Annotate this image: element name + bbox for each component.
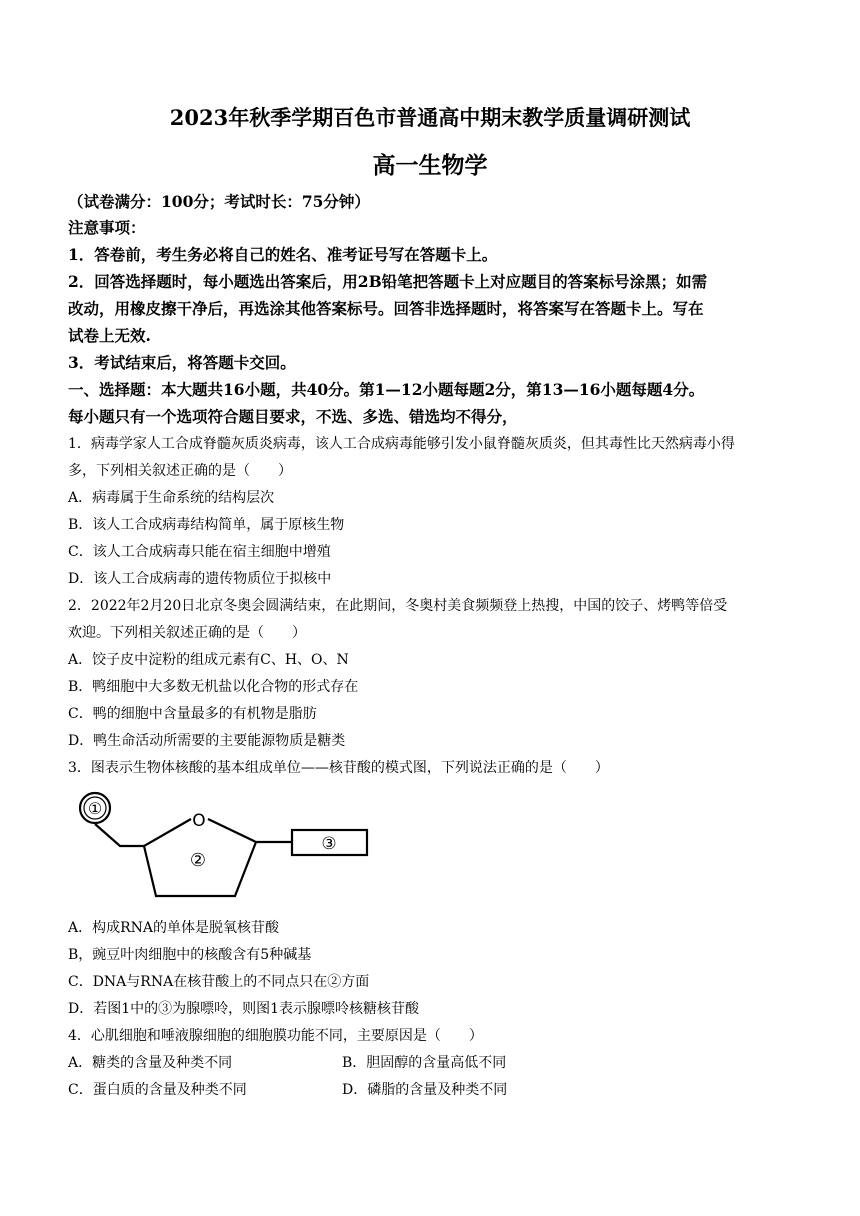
base-label: ③ [321, 834, 337, 854]
q2-option-b: B．鸭细胞中大多数无机盐以化合物的形式存在 [68, 679, 359, 695]
q2-option-c: C．鸭的细胞中含量最多的有机物是脂肪 [68, 706, 317, 722]
section-1-line-1: 一、选择题：本大题共16小题，共40分。第1—12小题每题2分，第13—16小题每题4分。 [68, 380, 705, 399]
note-1: 1．答卷前，考生务必将自己的姓名、准考证号写在答题卡上。 [68, 245, 498, 264]
phosphate-bond [95, 824, 144, 846]
exam-subject: 高一生物学 [372, 152, 488, 179]
q1-option-c: C．该人工合成病毒只能在宿主细胞中增殖 [68, 544, 331, 560]
q1-option-b: B．该人工合成病毒结构简单，属于原核生物 [68, 517, 345, 533]
pentose-label: ② [189, 850, 207, 871]
q3-option-d: D．若图1中的③为腺嘌呤，则图1表示腺嘌呤核糖核苷酸 [68, 1001, 420, 1017]
q3-option-c: C．DNA与RNA在核苷酸上的不同点只在②方面 [68, 974, 370, 990]
q2-option-d: D．鸭生命活动所需要的主要能源物质是糖类 [68, 733, 346, 749]
q2-stem-line-1: 2．2022年2月20日北京冬奥会圆满结束，在此期间，冬奥村美食频频登上热搜，中国的饺子、烤鸭等倍受 [68, 598, 728, 614]
q4-stem: 4．心肌细胞和唾液腺细胞的细胞膜功能不同，主要原因是（ ） [68, 1028, 483, 1044]
q1-stem-line-2: 多，下列相关叙述正确的是（ ） [68, 463, 292, 479]
q2-stem-line-2: 欢迎。下列相关叙述正确的是（ ） [68, 625, 306, 641]
note-3: 3．考试结束后，将答题卡交回。 [68, 353, 296, 372]
note-2-line-1: 2．回答选择题时，每小题选出答案后，用2B铅笔把答题卡上对应题目的答案标号涂黑；如需 [68, 272, 708, 291]
section-1-line-2: 每小题只有一个选项符合题目要求，不选、多选、错选均不得分， [68, 407, 518, 426]
q4-option-d: D．磷脂的含量及种类不同 [342, 1082, 508, 1098]
q2-option-a: A．饺子皮中淀粉的组成元素有C、H、O、N [68, 652, 349, 668]
q3-option-a: A．构成RNA的单体是脱氧核苷酸 [68, 920, 280, 936]
exam-info: （试卷满分：100分；考试时长：75分钟） [68, 192, 370, 211]
nucleotide-diagram [60, 786, 380, 906]
phosphate-label: ① [87, 799, 103, 818]
q1-option-d: D．该人工合成病毒的遗传物质位于拟核中 [68, 571, 332, 587]
q3-option-b: B，豌豆叶肉细胞中的核酸含有5种碱基 [68, 947, 312, 963]
q4-option-b: B．胆固醇的含量高低不同 [342, 1055, 507, 1071]
note-2-line-3: 试卷上无效. [68, 326, 151, 345]
notes-heading: 注意事项： [68, 218, 146, 237]
q4-option-a: A．糖类的含量及种类不同 [68, 1055, 233, 1071]
q1-option-a: A．病毒属于生命系统的结构层次 [68, 490, 275, 506]
note-2-line-2: 改动，用橡皮擦干净后，再选涂其他答案标号。回答非选择题时，将答案写在答题卡上。写在 [68, 299, 704, 318]
exam-title: 2023年秋季学期百色市普通高中期末教学质量调研测试 [169, 105, 691, 130]
q3-stem: 3．图表示生物体核酸的基本组成单位——核苷酸的模式图，下列说法正确的是（ ） [68, 760, 609, 776]
q1-stem-line-1: 1．病毒学家人工合成脊髓灰质炎病毒，该人工合成病毒能够引发小鼠脊髓灰质炎，但其毒性比天然病毒小得 [68, 436, 735, 452]
ring-oxygen-label: O [192, 811, 206, 831]
q4-option-c: C．蛋白质的含量及种类不同 [68, 1082, 247, 1098]
